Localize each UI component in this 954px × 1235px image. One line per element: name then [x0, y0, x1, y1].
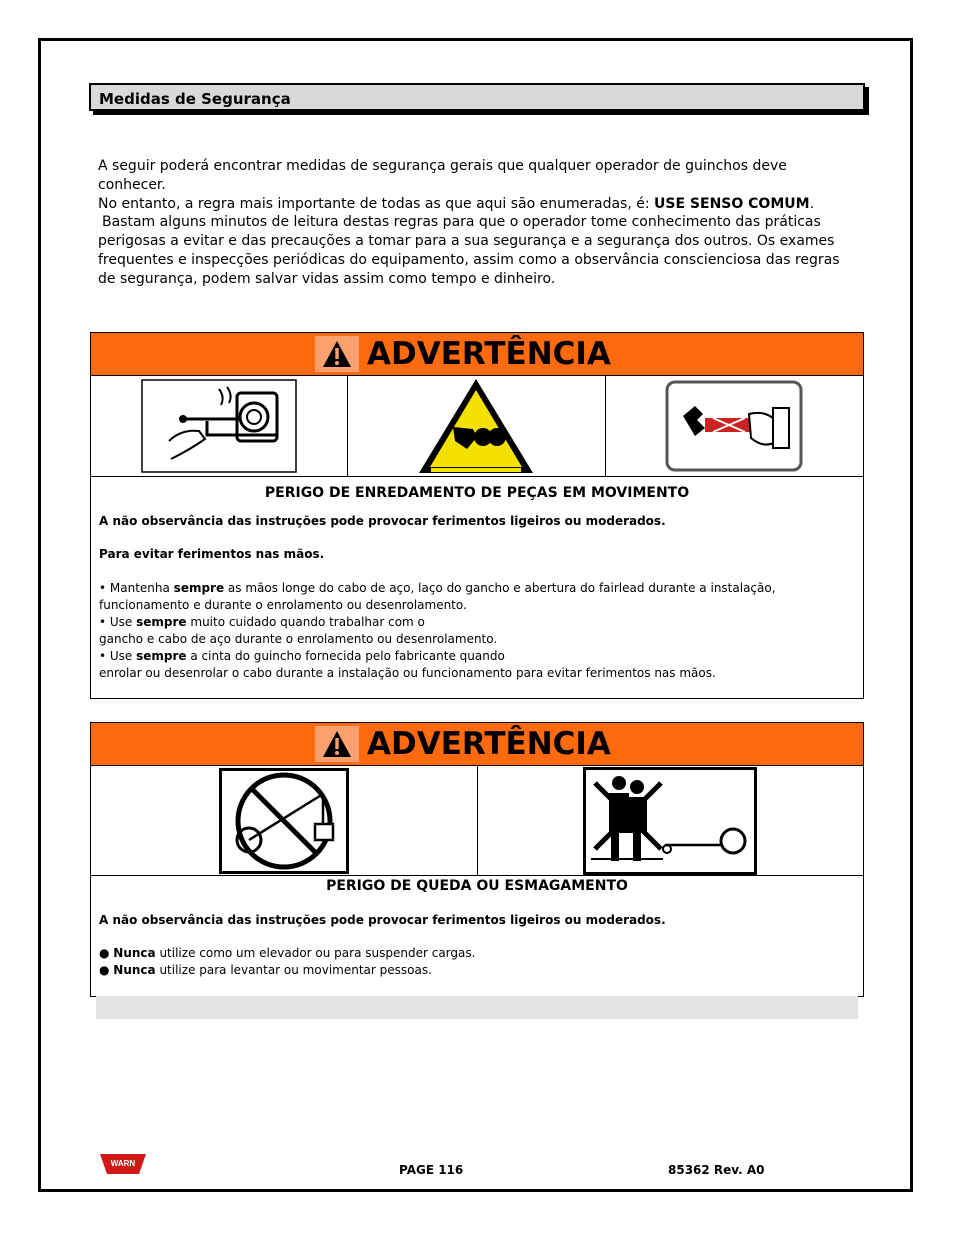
warning-subtitle: PERIGO DE QUEDA OU ESMAGAMENTO	[326, 878, 628, 894]
warning-box-fall-crush	[90, 722, 864, 997]
gray-band	[96, 996, 858, 1019]
consequence-text: A não observância das instruções pode provocar ferimentos ligeiros ou moderados.	[99, 913, 666, 927]
pictogram-cell	[91, 766, 478, 875]
no-people-lifting-icon	[583, 767, 757, 875]
intro-paragraph-2: Bastam alguns minutos de leitura destas regras para que o operador tome conhecimento das práticas perigosas a evitar e das precauções a tomar para a sua segurança e a segurança dos outros. Os exames frequentes e inspecções periódicas do equipamento, assim como a observância conscienciosa das regras de segurança, podem salvar vidas assim como tempo e dinheiro.	[98, 214, 840, 287]
instruction-item: • Mantenha sempre as mãos longe do cabo de aço, laço do gancho e abertura do fairlead durante a instalação,	[99, 581, 776, 595]
page-number: PAGE 116	[399, 1163, 464, 1177]
instruction-item-cont: gancho e cabo de aço durante o enrolamento ou desenrolamento.	[99, 632, 498, 646]
instruction-list	[91, 945, 863, 979]
warning-triangle-icon	[315, 336, 359, 372]
warn-logo	[99, 1152, 147, 1176]
warning-header-text: ADVERTÊNCIA	[367, 725, 611, 762]
revision-number: 85362 Rev. A0	[668, 1163, 765, 1177]
instruction-list	[91, 580, 863, 682]
avoid-text: Para evitar ferimentos nas mãos.	[99, 547, 325, 561]
pictogram-cell	[91, 376, 348, 476]
intro-line-2: No entanto, a regra mais importante de todas as que aqui são enumeradas, é: USE SENSO COMUM.	[98, 196, 815, 212]
pictogram-row	[91, 376, 863, 477]
consequence-text: A não observância das instruções pode provocar ferimentos ligeiros ou moderados.	[99, 514, 666, 528]
instruction-item: ● Nunca utilize como um elevador ou para suspender cargas.	[99, 946, 476, 960]
instruction-item-cont: funcionamento e durante o enrolamento ou desenrolamento.	[99, 598, 467, 612]
pictogram-cell	[348, 376, 605, 476]
instruction-item: • Use sempre muito cuidado quando trabalhar com o	[99, 615, 425, 629]
hand-near-winch-icon	[141, 379, 297, 473]
hand-strap-icon	[665, 380, 803, 472]
pictogram-cell	[606, 376, 863, 476]
warning-box-entanglement	[90, 332, 864, 699]
instruction-item: ● Nunca utilize para levantar ou movimentar pessoas.	[99, 963, 432, 977]
no-lifting-icon	[219, 768, 349, 874]
pictogram-cell	[478, 766, 864, 875]
intro-paragraph-1	[98, 157, 858, 214]
pictogram-row	[91, 766, 863, 876]
warning-header	[91, 333, 863, 376]
instruction-item-cont: enrolar ou desenrolar o cabo durante a instalação ou funcionamento para evitar ferimentos nas mãos.	[99, 666, 716, 680]
warning-header	[91, 723, 863, 766]
intro-line-1: A seguir poderá encontrar medidas de segurança gerais que qualquer operador de guinchos deve conhecer.	[98, 158, 787, 193]
entanglement-hazard-icon	[417, 377, 535, 475]
section-title: Medidas de Segurança	[99, 90, 291, 108]
warning-triangle-icon	[315, 726, 359, 762]
section-title-bar	[89, 83, 865, 111]
warn-logo-text: WARN	[110, 1159, 136, 1168]
instruction-item: • Use sempre a cinta do guincho fornecida pelo fabricante quando	[99, 649, 505, 663]
warning-header-text: ADVERTÊNCIA	[367, 335, 611, 372]
warning-subtitle: PERIGO DE ENREDAMENTO DE PEÇAS EM MOVIMENTO	[264, 485, 690, 501]
